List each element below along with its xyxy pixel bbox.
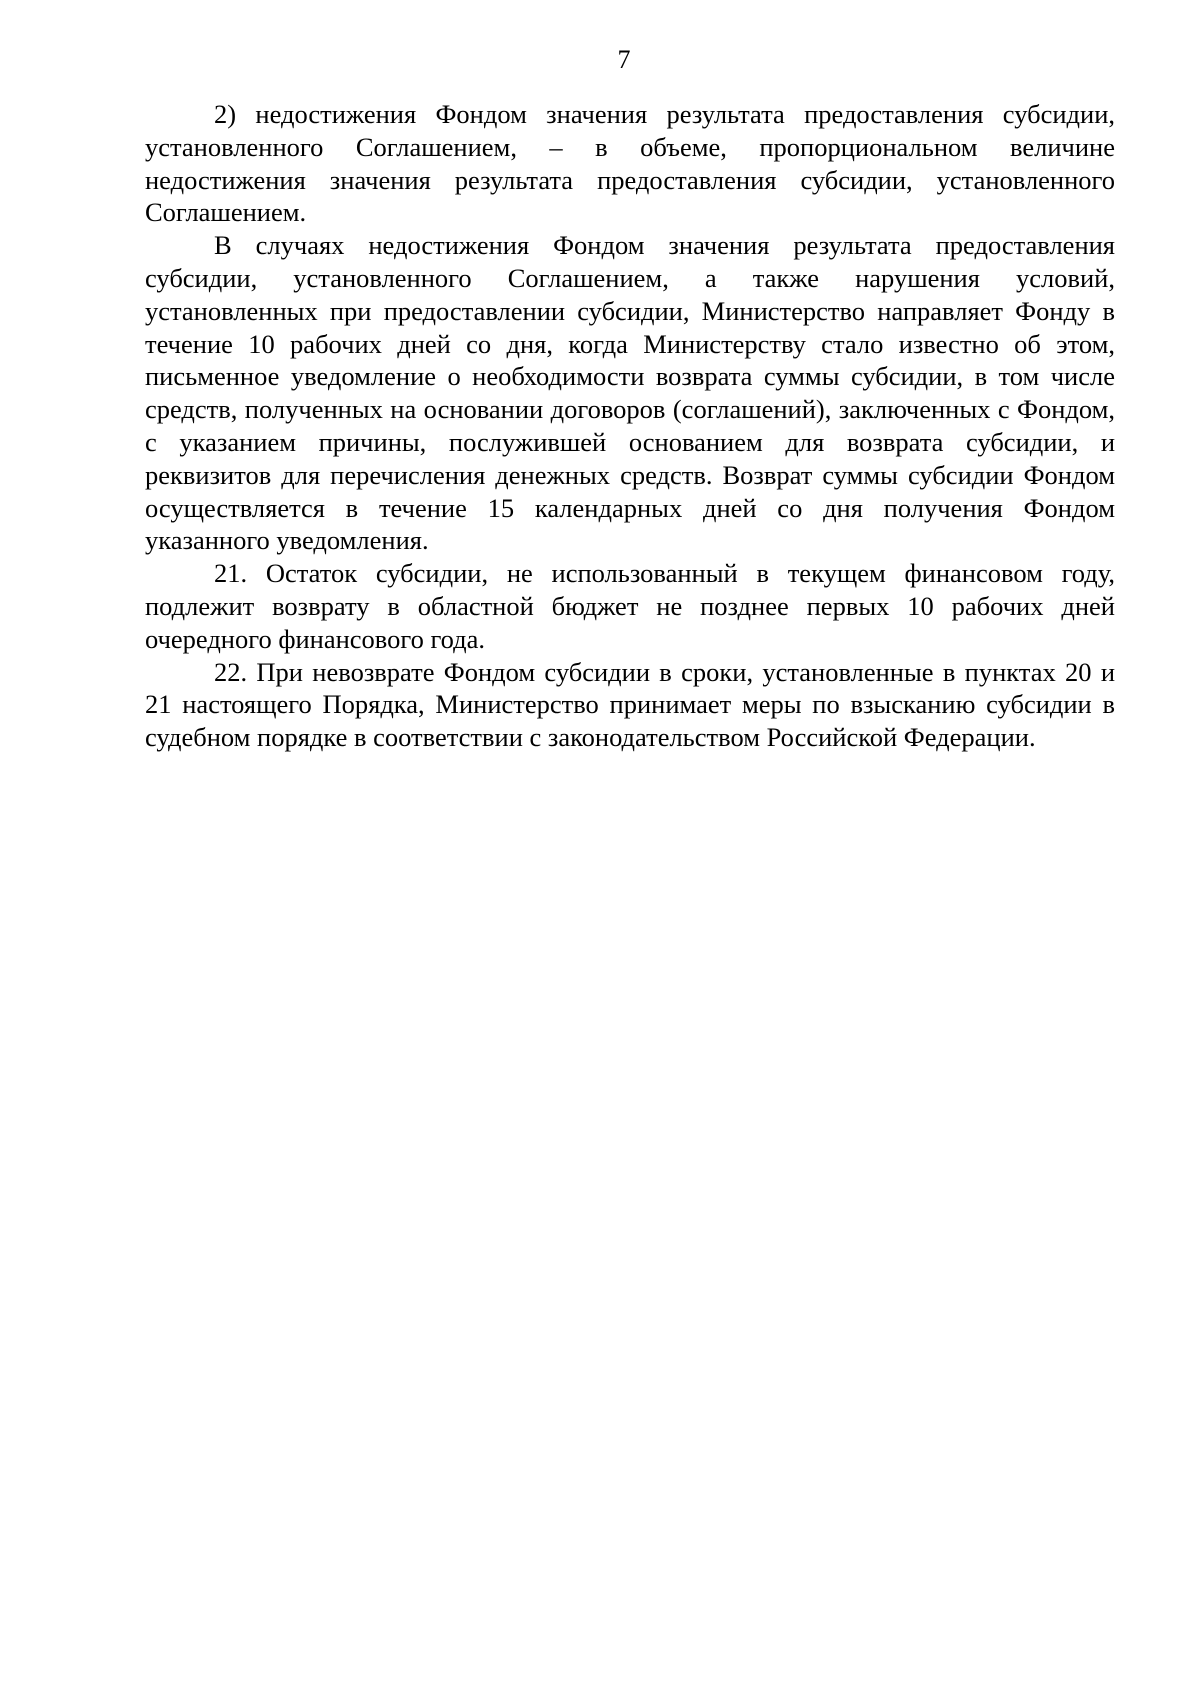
paragraph-refund-notice: В случаях недостижения Фондом значения результата предоставления субсидии, установленного Соглашением, а также нарушения условий, установленных при предоставлении субсидии, Министерство направляет Фонду в течение 10 рабочих дней со дня, когда Министерству стало известно об этом, письменное уведомление о необходимости возврата суммы субсидии, в том числе средств, полученных на основании договоров (соглашений), заключенных с Фондом, с указанием причины, послужившей основанием для возврата субсидии, и реквизитов для перечисления денежных средств. Возврат суммы субсидии Фондом осуществляется в течение 15 календарных дней со дня получения Фондом указанного уведомления. [145, 230, 1115, 556]
paragraph-22: 22. При невозврате Фондом субсидии в сроки, установленные в пунктах 20 и 21 настоящего Порядка, Министерство принимает меры по взысканию субсидии в судебном порядке в соответствии с законодательством Российской Федерации. [145, 656, 1115, 753]
paragraph-21: 21. Остаток субсидии, не использованный в текущем финансовом году, подлежит возврату в областной бюджет не позднее первых 10 рабочих дней очередного финансового года. [145, 558, 1115, 654]
paragraph-item-2: 2) недостижения Фондом значения результата предоставления субсидии, установленного Соглашением, – в объеме, пропорциональном величине недостижения значения результата предоставления субсидии, установленного Соглашением. [145, 99, 1115, 228]
page-number: 7 [617, 45, 631, 74]
document-body [145, 98, 1115, 754]
